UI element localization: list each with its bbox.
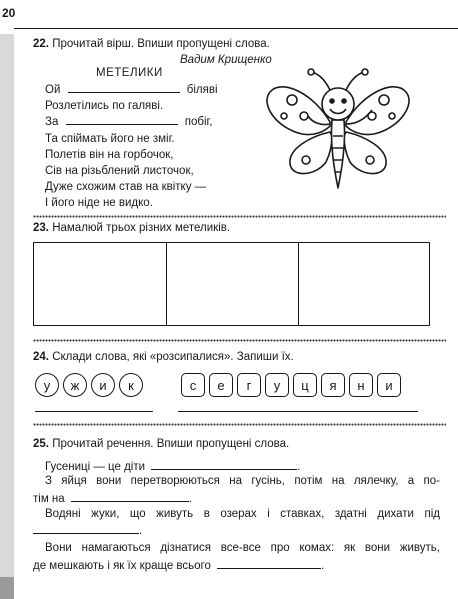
sentence-period: .: [297, 461, 301, 473]
letter-circle: ж: [63, 373, 87, 397]
poem-line-7: Дуже схожим став на квітку —: [45, 181, 207, 194]
sentence-blank-1[interactable]: [151, 459, 297, 470]
sentence-text: тім на: [33, 493, 65, 505]
sentence-1: [45, 459, 300, 473]
answer-line-word-2[interactable]: [178, 411, 418, 412]
butterfly-illustration: [262, 64, 414, 192]
drawing-divider: [166, 243, 167, 325]
task22-number: 22.: [33, 38, 49, 50]
sentence-period: .: [139, 525, 143, 537]
task23-number: 23.: [33, 222, 49, 234]
scrambled-word-2: [181, 373, 401, 397]
sentence-blank-2[interactable]: [71, 491, 189, 502]
task25-heading: [33, 438, 289, 450]
sentence-2-line-1: З яйця вони перетворюються на гусінь, потім на лялечку, а по-: [45, 475, 440, 487]
letter-box: ц: [293, 373, 317, 397]
poem-line-4: Та спіймать його не зміг.: [45, 132, 175, 145]
sentence-4-line-2: [33, 558, 324, 572]
task22-instruction: Прочитай вірш. Впиши пропущені слова.: [52, 38, 270, 50]
letter-circle: у: [35, 373, 59, 397]
sentence-2-line-2: [33, 491, 192, 505]
margin-bottom-tab: [0, 577, 14, 599]
poem-blank-1[interactable]: [68, 82, 180, 93]
task25-number: 25.: [33, 438, 49, 450]
drawing-area: [33, 242, 430, 326]
sentence-period: .: [188, 493, 193, 505]
poem-line-2: Розлетілись по галяві.: [45, 100, 164, 113]
poem-word: Ой: [45, 84, 61, 96]
sentence-blank-4[interactable]: [217, 558, 321, 569]
letter-box: с: [181, 373, 205, 397]
drawing-divider: [298, 243, 299, 325]
scrambled-word-1: [35, 373, 143, 397]
poem-line-1: [45, 82, 218, 98]
sentence-text: де мешкають і як їх краще всього: [33, 560, 211, 572]
letter-box: я: [321, 373, 345, 397]
section-divider: [33, 422, 446, 427]
poem-line-3: [45, 114, 218, 130]
task24-instruction: Склади слова, які «розсипалися». Запиши їх.: [52, 351, 294, 363]
task24-number: 24.: [33, 351, 49, 363]
task24-heading: [33, 351, 294, 363]
sentence-3-line-2: [33, 523, 142, 537]
poem-text: [45, 82, 218, 212]
task22-heading: [33, 38, 270, 50]
sentence-period: .: [321, 560, 325, 572]
section-divider: [33, 214, 446, 219]
page-number: 20: [0, 0, 30, 24]
letter-box: н: [349, 373, 373, 397]
poem-line-5: Полетів він на горбочок,: [45, 148, 174, 161]
poem-blank-2[interactable]: [66, 114, 178, 125]
poem-title: МЕТЕЛИКИ: [96, 67, 163, 79]
sentence-4-line-1: Вони намагаються дізнатися все-все про комах: як вони живуть,: [45, 542, 440, 554]
poem-word: біляві: [186, 84, 218, 96]
poem-word: побіг,: [184, 116, 213, 129]
poem-author: Вадим Крищенко: [180, 54, 272, 66]
letter-box: у: [265, 373, 289, 397]
sentence-text: Гусениці — це діти: [45, 461, 146, 473]
poem-line-8: І його ніде не видко.: [45, 197, 153, 210]
task25-instruction: Прочитай речення. Впиши пропущені слова.: [52, 438, 290, 450]
page-margin-strip: [0, 0, 14, 599]
poem-word: За: [45, 116, 59, 129]
letter-box: и: [377, 373, 401, 397]
header-rule: [14, 28, 458, 29]
letter-box: е: [209, 373, 233, 397]
sentence-blank-3[interactable]: [33, 523, 139, 534]
section-divider: [33, 338, 446, 343]
letter-box: г: [237, 373, 261, 397]
letter-circle: и: [91, 373, 115, 397]
task23-instruction: Намалюй трьох різних метеликів.: [52, 222, 231, 234]
task23-heading: [33, 222, 230, 234]
poem-line-6: Сів на різьблений листочок,: [45, 165, 194, 178]
answer-line-word-1[interactable]: [35, 411, 153, 412]
sentence-3-line-1: Водяні жуки, що живуть в озерах і ставках, здатні дихати під: [45, 508, 440, 520]
letter-circle: к: [119, 373, 143, 397]
